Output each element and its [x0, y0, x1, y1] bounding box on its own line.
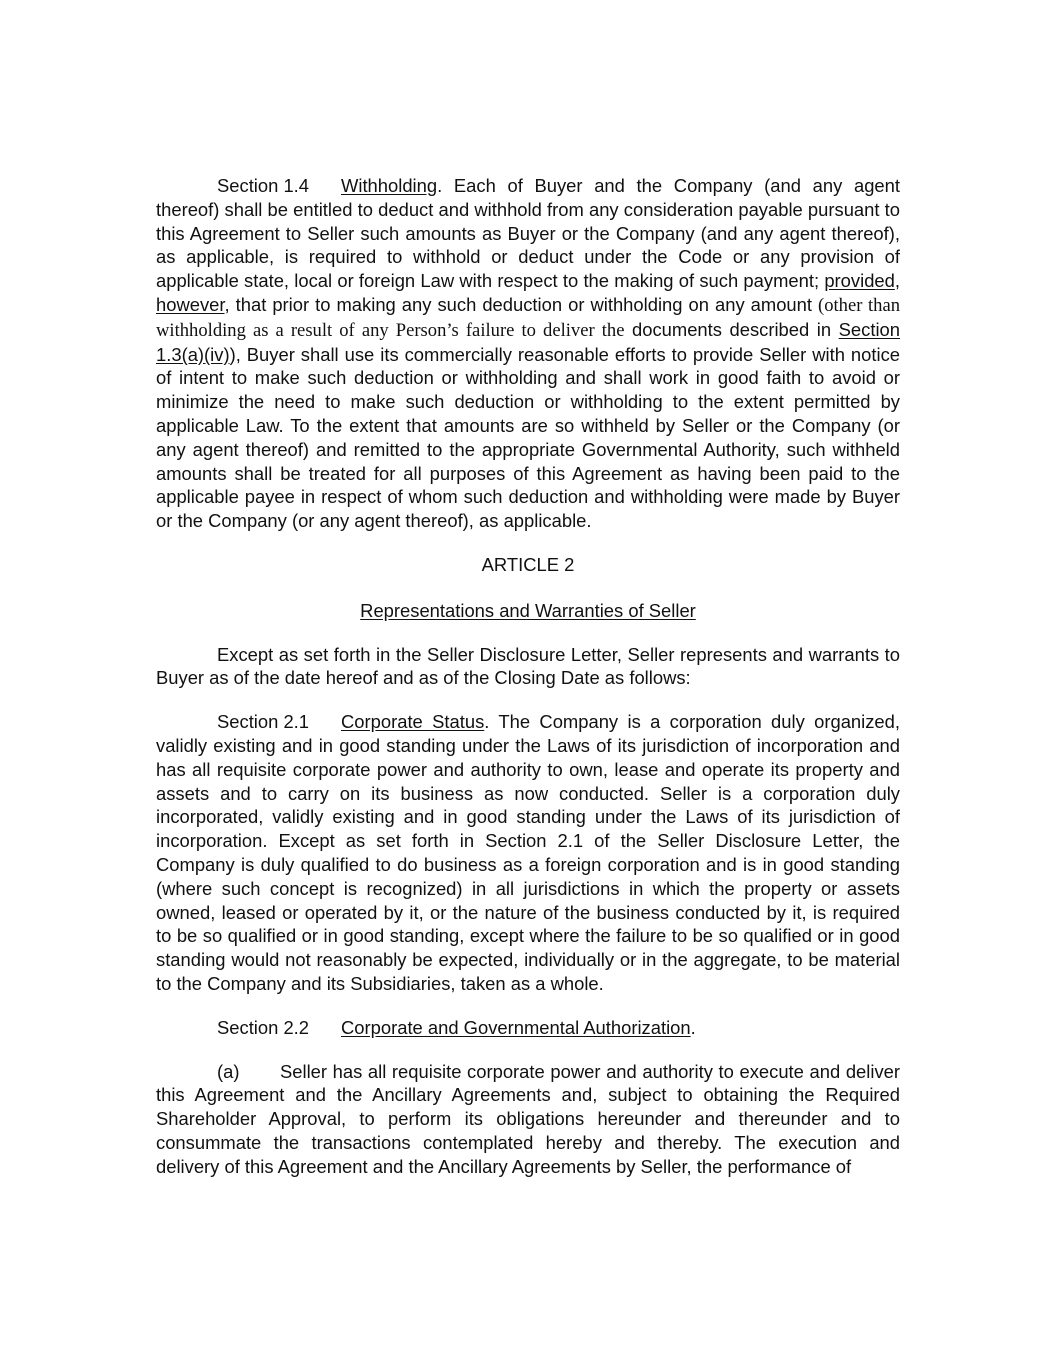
- clause-label: (a): [217, 1060, 240, 1082]
- section-text: documents described in: [624, 318, 839, 340]
- defined-term-provided: provided: [824, 270, 895, 292]
- defined-term-however: however: [156, 293, 225, 315]
- section-text: . Each of Buyer and the Company (and any agent thereof) shall be entitled to deduct and withhold from any consideration payable pursuant to this Agreement to Seller such amounts as Buyer or the Company (and any agent thereof), as applicable, is required to withhold or deduct under the Code or any provision of applicable state, local or foreign Law with respect to the making of such payment;: [156, 175, 900, 292]
- clause-a-paragraph: [156, 1060, 900, 1179]
- serif-text-run: (other than withholding as a result of any Person’s failure to deliver the: [156, 294, 900, 341]
- document-page: [156, 174, 900, 1178]
- section-1-4-paragraph: [156, 174, 900, 533]
- intro-paragraph: Except as set forth in the Seller Disclosure Letter, Seller represents and warrants to Buyer as of the date hereof and as of the Closing Date as follows:: [156, 643, 900, 689]
- section-number: Section 1.4: [217, 175, 310, 196]
- section-text: , that prior to making any such deduction or withholding on any amount: [224, 293, 819, 315]
- article-title: ARTICLE 2: [481, 553, 575, 575]
- section-heading: Corporate and Governmental Authorization: [341, 1016, 691, 1038]
- clause-text: Seller has all requisite corporate power and authority to execute and deliver this Agreement and the Ancillary Agreements and, subject to obtaining the Required Shareholder Approval, to perform its obligations hereunder and thereunder and to consummate the transactions contemplated hereby and thereby. The execution and delivery of this Agreement and the Ancillary Agreements by Seller, the performance of: [156, 1060, 900, 1177]
- section-number: Section 2.1: [217, 711, 310, 733]
- section-2-2-heading-line: [156, 1016, 900, 1040]
- article-subtitle-text: Representations and Warranties of Seller: [360, 599, 696, 621]
- section-text: ,: [894, 270, 900, 292]
- article-subtitle: [156, 599, 900, 623]
- section-heading: Withholding: [341, 175, 438, 196]
- section-number: Section 2.2: [217, 1016, 310, 1038]
- section-heading: Corporate Status: [341, 711, 485, 733]
- section-text: . The Company is a corporation duly organized, validly existing and in good standing under the Laws of its jurisdiction of incorporation and has all requisite corporate power and authority to own, lease and operate its property and assets and to carry on its business as now conducted. Seller is a corporation duly incorporated, validly existing and in good standing under the Laws of its jurisdiction of incorporation. Except as set forth in Section 2.1 of the Seller Disclosure Letter, the Company is duly qualified to do business as a foreign corporation and is in good standing (where such concept is recognized) in all jurisdictions in which the property or assets owned, leased or operated by it, or the nature of the business conducted by it, is required to be so qualified or in good standing, except where the failure to be so qualified or in good standing would not reasonably be expected, individually or in the aggregate, to be material to the Company and its Subsidiaries, taken as a whole.: [156, 711, 900, 994]
- section-2-1-paragraph: [156, 710, 900, 996]
- section-heading-period: .: [690, 1016, 696, 1038]
- section-text: ), Buyer shall use its commercially reasonable efforts to provide Seller with notice of intent to make such deduction or withholding and shall work in good faith to avoid or minimize the need to make such deduction or withholding to the extent permitted by applicable Law. To the extent that amounts are so withheld by Seller or the Company (or any agent thereof) and remitted to the appropriate Governmental Authority, such withheld amounts shall be treated for all purposes of this Agreement as having been paid to the applicable payee in respect of whom such deduction and withholding were made by Buyer or the Company (or any agent thereof), as applicable.: [156, 343, 900, 532]
- cross-reference: Section 1.3(a)(iv): [156, 318, 900, 365]
